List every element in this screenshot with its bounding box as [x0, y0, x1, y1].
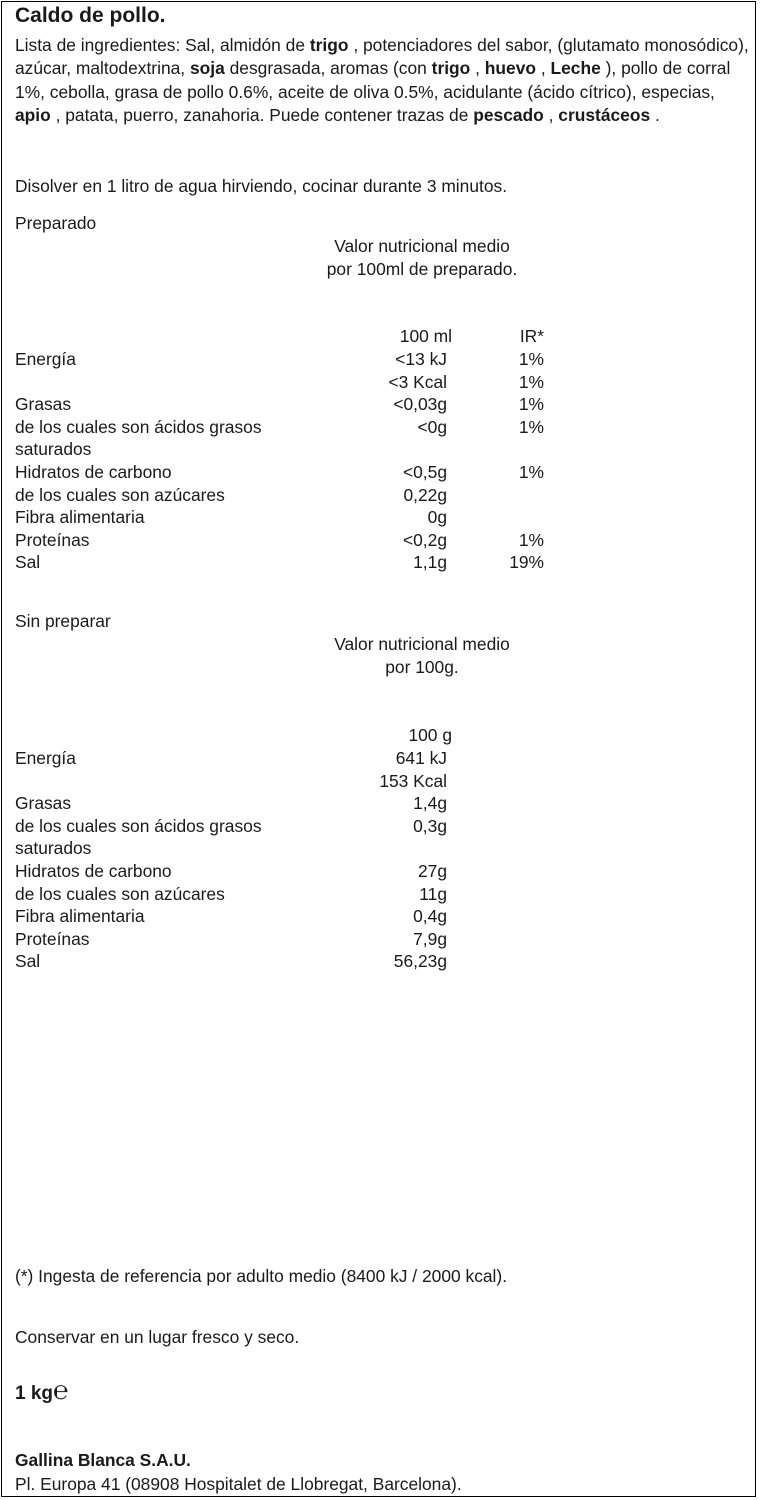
- nutrient-label: Hidratos de carbono: [15, 861, 172, 881]
- ingredients-text: , potenciadores del sabor, (glutamato monosódico), azúcar, maltodextrina,: [15, 35, 749, 79]
- ingredients-text: , patata, puerro, zanahoria. Puede contener trazas de: [50, 105, 474, 126]
- nutrient-label: Grasas: [15, 793, 72, 814]
- allergen-highlight: apio: [15, 105, 51, 126]
- nutrient-value: 11g: [419, 883, 447, 904]
- nutrient-label: saturados: [15, 439, 92, 460]
- nutrient-value: 641 kJ: [395, 748, 447, 768]
- nutrient-label: de los cuales son azúcares: [15, 484, 225, 505]
- allergen-highlight: trigo: [309, 35, 349, 55]
- company-name: Gallina Blanca S.A.U.: [15, 1450, 191, 1470]
- nutrient-value: <0g: [417, 416, 447, 437]
- nutrient-reference-intake: 1%: [518, 371, 544, 392]
- nutrient-value: 0g: [427, 507, 447, 528]
- allergen-highlight: pescado: [473, 105, 544, 126]
- nutrient-value: <0,5g: [402, 462, 447, 482]
- nutrient-reference-intake: 19%: [509, 552, 544, 573]
- nutrient-value: 7,9g: [413, 928, 447, 949]
- nutrient-reference-intake: 1%: [518, 462, 544, 482]
- allergen-highlight: huevo: [484, 58, 537, 79]
- allergen-highlight: soja: [189, 58, 225, 79]
- unprepared-section-label: Sin preparar: [15, 611, 111, 631]
- nutrient-label: Energía: [15, 349, 76, 369]
- prepared-col-value: 100 ml: [399, 326, 452, 346]
- allergen-highlight: crustáceos: [558, 105, 651, 126]
- ingredients-text: ,: [470, 58, 485, 79]
- nutrient-value: 27g: [417, 861, 447, 881]
- unprepared-heading-line1: Valor nutricional medio: [334, 634, 510, 654]
- ingredients-text: ), pollo de corral 1%, cebolla, grasa de pollo 0.6%, aceite de oliva 0.5%, acidulante (ácido cítrico), especias,: [15, 58, 731, 102]
- prepared-section-label: Preparado: [15, 213, 97, 233]
- nutrient-label: Fibra alimentaria: [15, 507, 145, 528]
- nutrient-value: <0,03g: [393, 394, 447, 415]
- storage-instructions: Conservar en un lugar fresco y seco.: [15, 1327, 300, 1347]
- prepared-heading-line2: por 100ml de preparado.: [326, 259, 518, 279]
- nutrient-reference-intake: 1%: [518, 349, 544, 369]
- nutrient-value: <3 Kcal: [388, 371, 447, 392]
- nutrient-reference-intake: 1%: [518, 416, 544, 437]
- allergen-highlight: Leche: [550, 58, 601, 79]
- nutrient-label: de los cuales son ácidos grasos: [15, 416, 262, 437]
- prepared-col-ir: IR*: [519, 326, 544, 346]
- nutrient-value: 0,4g: [413, 906, 447, 927]
- company-address: Pl. Europa 41 (08908 Hospitalet de Llobregat, Barcelona).: [15, 1474, 462, 1494]
- unprepared-col-value: 100 g: [408, 725, 452, 745]
- nutrient-reference-intake: 1%: [518, 529, 544, 550]
- ingredients-list: [15, 34, 750, 128]
- nutrient-label: Proteínas: [15, 529, 90, 550]
- nutrient-label: saturados: [15, 838, 92, 859]
- reference-intake-footnote: (*) Ingesta de referencia por adulto medio (8400 kJ / 2000 kcal).: [15, 1266, 508, 1286]
- nutrient-value: 0,22g: [403, 484, 447, 505]
- estimated-e-mark-icon: ℮: [53, 1375, 69, 1405]
- nutrient-value: 0,3g: [413, 815, 447, 836]
- nutrient-value: <13 kJ: [395, 349, 447, 369]
- nutrient-value: 1,1g: [413, 552, 447, 573]
- net-weight: [15, 1377, 69, 1407]
- ingredients-text: Lista de ingredientes: Sal, almidón de: [15, 35, 310, 55]
- nutrient-reference-intake: 1%: [518, 394, 544, 415]
- net-weight-value: 1 kg: [15, 1383, 54, 1404]
- ingredients-text: desgrasada, aromas (con: [224, 58, 432, 79]
- nutrient-value: 1,4g: [413, 793, 447, 814]
- ingredients-text: ,: [536, 58, 551, 79]
- nutrient-label: Energía: [15, 748, 76, 768]
- ingredients-text: .: [650, 105, 660, 126]
- ingredients-text: ,: [543, 105, 559, 126]
- prepared-heading-line1: Valor nutricional medio: [334, 236, 510, 256]
- nutrient-label: de los cuales son ácidos grasos: [15, 815, 262, 836]
- nutrient-label: Sal: [15, 951, 41, 972]
- nutrient-value: <0,2g: [402, 529, 447, 550]
- nutrient-label: de los cuales son azúcares: [15, 883, 225, 904]
- unprepared-heading-line2: por 100g.: [385, 657, 459, 677]
- allergen-highlight: trigo: [431, 58, 471, 79]
- product-title: Caldo de pollo.: [15, 4, 166, 27]
- nutrient-label: Grasas: [15, 394, 72, 415]
- preparation-instructions: Disolver en 1 litro de agua hirviendo, cocinar durante 3 minutos.: [15, 176, 508, 196]
- nutrient-label: Hidratos de carbono: [15, 462, 172, 482]
- nutrient-label: Fibra alimentaria: [15, 906, 145, 927]
- nutrient-label: Proteínas: [15, 928, 90, 949]
- nutrient-label: Sal: [15, 552, 41, 573]
- nutrient-value: 56,23g: [393, 951, 447, 972]
- nutrient-value: 153 Kcal: [379, 770, 447, 791]
